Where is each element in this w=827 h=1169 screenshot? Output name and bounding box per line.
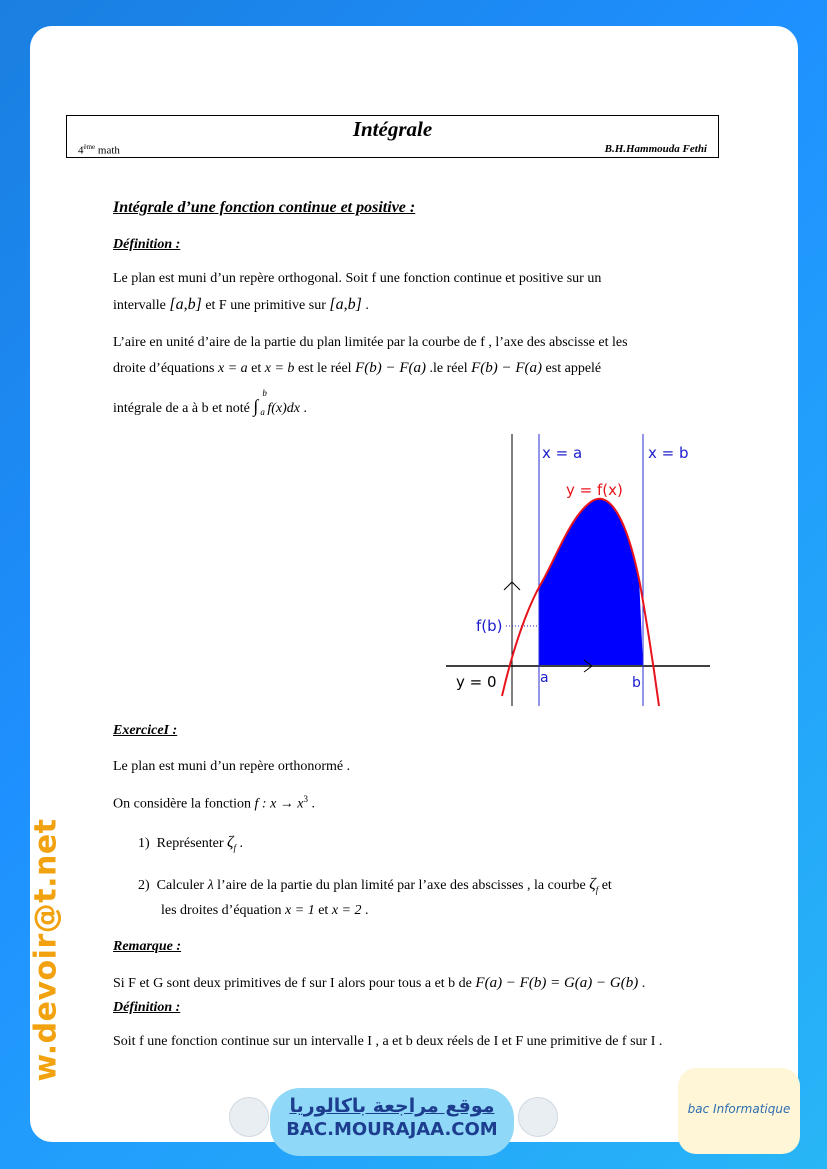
footer-logo-left (229, 1097, 269, 1137)
label-fb: f(b) (476, 617, 503, 635)
author: B.H.Hammouda Fethi (604, 143, 707, 155)
section-heading: Intégrale d’une fonction continue et positive : (113, 199, 416, 216)
remark-label: Remarque : (113, 939, 182, 954)
exercise-line-2: On considère la fonction f : $x \to x^3$ . (113, 794, 315, 812)
label-curve: y = f(x) (566, 481, 623, 499)
footer-site-link[interactable]: BAC.MOURAJAA.COM (286, 1119, 498, 1140)
exercise-label: ExerciceI : (113, 723, 178, 738)
definition-line-1: Le plan est muni d’un repère orthogonal. Soit f une fonction continue et positive sur un (113, 271, 602, 286)
header-box (66, 115, 719, 158)
watermark-text: w.devoir@t.net (28, 818, 64, 1082)
integral-line: intégrale de a à b et noté ∫ b a f(x)dx . (113, 388, 307, 417)
footer-logo-right (518, 1097, 558, 1137)
label-a: a (540, 670, 549, 686)
label-b: b (632, 675, 641, 691)
label-y-equals-0: y = 0 (456, 673, 497, 691)
definition2-label: Définition : (113, 1000, 181, 1015)
bac-informatique-text: bac Informatique (687, 1102, 791, 1116)
definition-line-2: intervalle [a,b] et F une primitive sur [a,b] . (113, 296, 369, 313)
exercise-item-2-line-2: les droites d’équation x = 1 et x = 2 . (161, 903, 369, 918)
definition-label: Définition : (113, 237, 181, 252)
footer-arabic-text: موقع مراجعة باكالوريا (289, 1095, 495, 1117)
bac-informatique-badge (678, 1068, 800, 1154)
class-level: 4ème math (78, 143, 120, 157)
label-x-equals-b: x = b (648, 444, 689, 462)
exercise-item-1: 1) Représenter $\zeta_f$ . (138, 834, 244, 853)
footer-banner[interactable] (270, 1088, 514, 1156)
integral-graph (444, 434, 714, 706)
area-line-1: L’aire en unité d’aire de la partie du plan limitée par la courbe de f , l’axe des abscisse et les (113, 335, 628, 350)
label-x-equals-a: x = a (542, 444, 583, 462)
remark-line: Si F et G sont deux primitives de f sur I alors pour tous a et b de F(a) − F(b) = G(a) − G(b) . (113, 975, 646, 991)
exercise-item-2: 2) Calculer λ l’aire de la partie du plan limité par l’axe des abscisses , la courbe $\zeta_f$ et (138, 876, 612, 895)
exercise-line-1: Le plan est muni d’un repère orthonormé . (113, 759, 351, 774)
page-title: Intégrale (352, 117, 433, 141)
side-watermark (6, 800, 86, 1100)
area-line-2: droite d’équations x = a et x = b est le réel F(b) − F(a) .le réel F(b) − F(a) est appelé (113, 360, 602, 376)
definition2-line: Soit f une fonction continue sur un intervalle I , a et b deux réels de I et F une primitive de f sur I . (113, 1034, 663, 1049)
shaded-area (539, 499, 643, 665)
